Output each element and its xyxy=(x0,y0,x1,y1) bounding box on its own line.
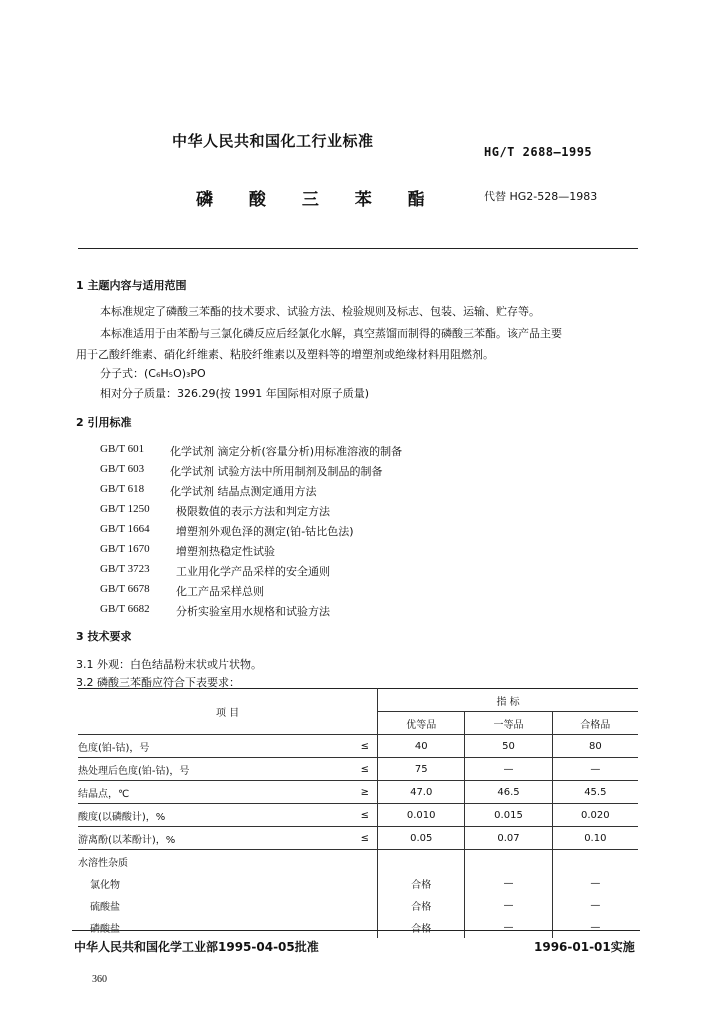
header-rule xyxy=(78,248,638,249)
ref-title: 化学试剂 试验方法中所用制剂及制品的制备 xyxy=(170,465,383,478)
ref-code: GB/T 1250 xyxy=(100,503,150,515)
subrow-operator xyxy=(353,894,378,916)
section3-heading: 3 技术要求 xyxy=(76,630,132,643)
row-operator: ≤ xyxy=(353,804,378,827)
section2-heading: 2 引用标准 xyxy=(76,416,132,429)
standard-title: 中华人民共和国化工行业标准 xyxy=(172,132,374,150)
row-item: 酸度(以磷酸计)，% xyxy=(78,804,353,827)
subrow-value: — xyxy=(465,894,552,916)
subrow-value: — xyxy=(552,872,638,894)
grade-qualified: 合格品 xyxy=(552,712,638,735)
section3-1: 3.1 外观：白色结晶粉末状或片状物。 xyxy=(76,658,262,671)
ref-title: 工业用化学产品采样的安全通则 xyxy=(176,565,330,578)
subrow-value: 合格 xyxy=(411,923,432,935)
subrow-operator xyxy=(353,916,378,938)
spec-table xyxy=(78,688,638,938)
index-header: 指 标 xyxy=(378,689,638,712)
group-value xyxy=(552,850,638,873)
ref-title: 化学试剂 结晶点测定通用方法 xyxy=(170,485,317,498)
section1-paragraph2-line2: 用于乙酸纤维素、硝化纤维素、粘胶纤维素以及塑料等的增塑剂或绝缘材料用阻燃剂。 xyxy=(76,348,494,361)
row-value: 0.07 xyxy=(465,827,552,850)
row-value: — xyxy=(552,758,638,781)
row-value: 0.05 xyxy=(378,827,465,850)
section1-heading: 1 主题内容与适用范围 xyxy=(76,279,187,292)
table-subrow xyxy=(78,894,638,916)
table-subrow xyxy=(78,916,638,938)
ref-code: GB/T 6678 xyxy=(100,583,150,595)
row-value: 50 xyxy=(465,735,552,758)
ref-code: GB/T 618 xyxy=(100,483,145,495)
row-value: 0.020 xyxy=(552,804,638,827)
row-item: 热处理后色度(铂-钴)，号 xyxy=(78,758,353,781)
row-value: 0.010 xyxy=(378,804,465,827)
subrow-value: — xyxy=(552,894,638,916)
effective-date: 1996-01-01实施 xyxy=(534,940,635,954)
subrow-value: — xyxy=(465,916,552,938)
row-value: 0.015 xyxy=(465,804,552,827)
ref-code: GB/T 6682 xyxy=(100,603,150,615)
row-value: 40 xyxy=(378,735,465,758)
table-row xyxy=(78,735,638,758)
row-operator: ≤ xyxy=(353,758,378,781)
group-operator xyxy=(353,850,378,873)
replaces-note: 代替 HG2-528—1983 xyxy=(484,190,598,203)
group-value xyxy=(378,850,465,873)
document-title: 磷 酸 三 苯 酯 xyxy=(196,190,440,210)
group-label: 水溶性杂质 xyxy=(78,857,128,869)
ref-code: GB/T 1670 xyxy=(100,543,150,555)
approval-note: 中华人民共和国化学工业部1995-04-05批准 xyxy=(74,940,319,954)
ref-title: 分析实验室用水规格和试验方法 xyxy=(176,605,330,618)
subrow-item: 磷酸盐 xyxy=(90,923,120,935)
row-value: 80 xyxy=(552,735,638,758)
ref-title: 增塑剂热稳定性试验 xyxy=(176,545,275,558)
grade-first: 一等品 xyxy=(465,712,552,735)
grade-superior: 优等品 xyxy=(378,712,465,735)
table-row xyxy=(78,827,638,850)
item-header: 项 目 xyxy=(78,689,378,735)
subrow-value: — xyxy=(552,916,638,938)
molecular-mass: 相对分子质量：326.29(按 1991 年国际相对原子质量) xyxy=(100,387,370,400)
standard-code: HG/T 2688—1995 xyxy=(484,145,593,159)
ref-title: 极限数值的表示方法和判定方法 xyxy=(176,505,330,518)
ref-code: GB/T 603 xyxy=(100,463,145,475)
table-row xyxy=(78,781,638,804)
row-operator: ≤ xyxy=(353,735,378,758)
subrow-item: 硫酸盐 xyxy=(90,901,120,913)
subrow-value: — xyxy=(465,872,552,894)
table-row xyxy=(78,804,638,827)
row-item: 游离酚(以苯酚计)，% xyxy=(78,827,353,850)
row-value: 46.5 xyxy=(465,781,552,804)
section3-2: 3.2 磷酸三苯酯应符合下表要求： xyxy=(76,676,240,689)
row-item: 结晶点，℃ xyxy=(78,781,353,804)
subrow-value: 合格 xyxy=(411,901,432,913)
row-operator: ≥ xyxy=(353,781,378,804)
ref-code: GB/T 1664 xyxy=(100,523,150,535)
row-value: — xyxy=(465,758,552,781)
ref-code: GB/T 3723 xyxy=(100,563,150,575)
subrow-value: 合格 xyxy=(411,879,432,891)
footer-rule xyxy=(72,930,640,931)
subrow-operator xyxy=(353,872,378,894)
row-operator: ≤ xyxy=(353,827,378,850)
table-row xyxy=(78,758,638,781)
ref-title: 增塑剂外观色泽的测定(铂-钴比色法) xyxy=(176,525,354,538)
section1-paragraph1: 本标准规定了磷酸三苯酯的技术要求、试验方法、检验规则及标志、包装、运输、贮存等。 xyxy=(100,305,540,318)
row-value: 47.0 xyxy=(378,781,465,804)
ref-code: GB/T 601 xyxy=(100,443,145,455)
group-value xyxy=(465,850,552,873)
section1-paragraph2-line1: 本标准适用于由苯酚与三氯化磷反应后经氯化水解，真空蒸馏而制得的磷酸三苯酯。该产品主要 xyxy=(100,327,562,340)
ref-title: 化学试剂 滴定分析(容量分析)用标准溶液的制备 xyxy=(170,445,403,458)
ref-title: 化工产品采样总则 xyxy=(176,585,264,598)
page-number: 360 xyxy=(92,974,107,985)
molecular-formula: 分子式：(C₆H₅O)₃PO xyxy=(100,367,206,380)
subrow-item: 氯化物 xyxy=(90,879,120,891)
row-value: 0.10 xyxy=(552,827,638,850)
row-item: 色度(铂-钴)，号 xyxy=(78,735,353,758)
row-value: 45.5 xyxy=(552,781,638,804)
table-header-row xyxy=(78,689,638,712)
row-value: 75 xyxy=(378,758,465,781)
table-subrow xyxy=(78,872,638,894)
table-group-row xyxy=(78,850,638,873)
